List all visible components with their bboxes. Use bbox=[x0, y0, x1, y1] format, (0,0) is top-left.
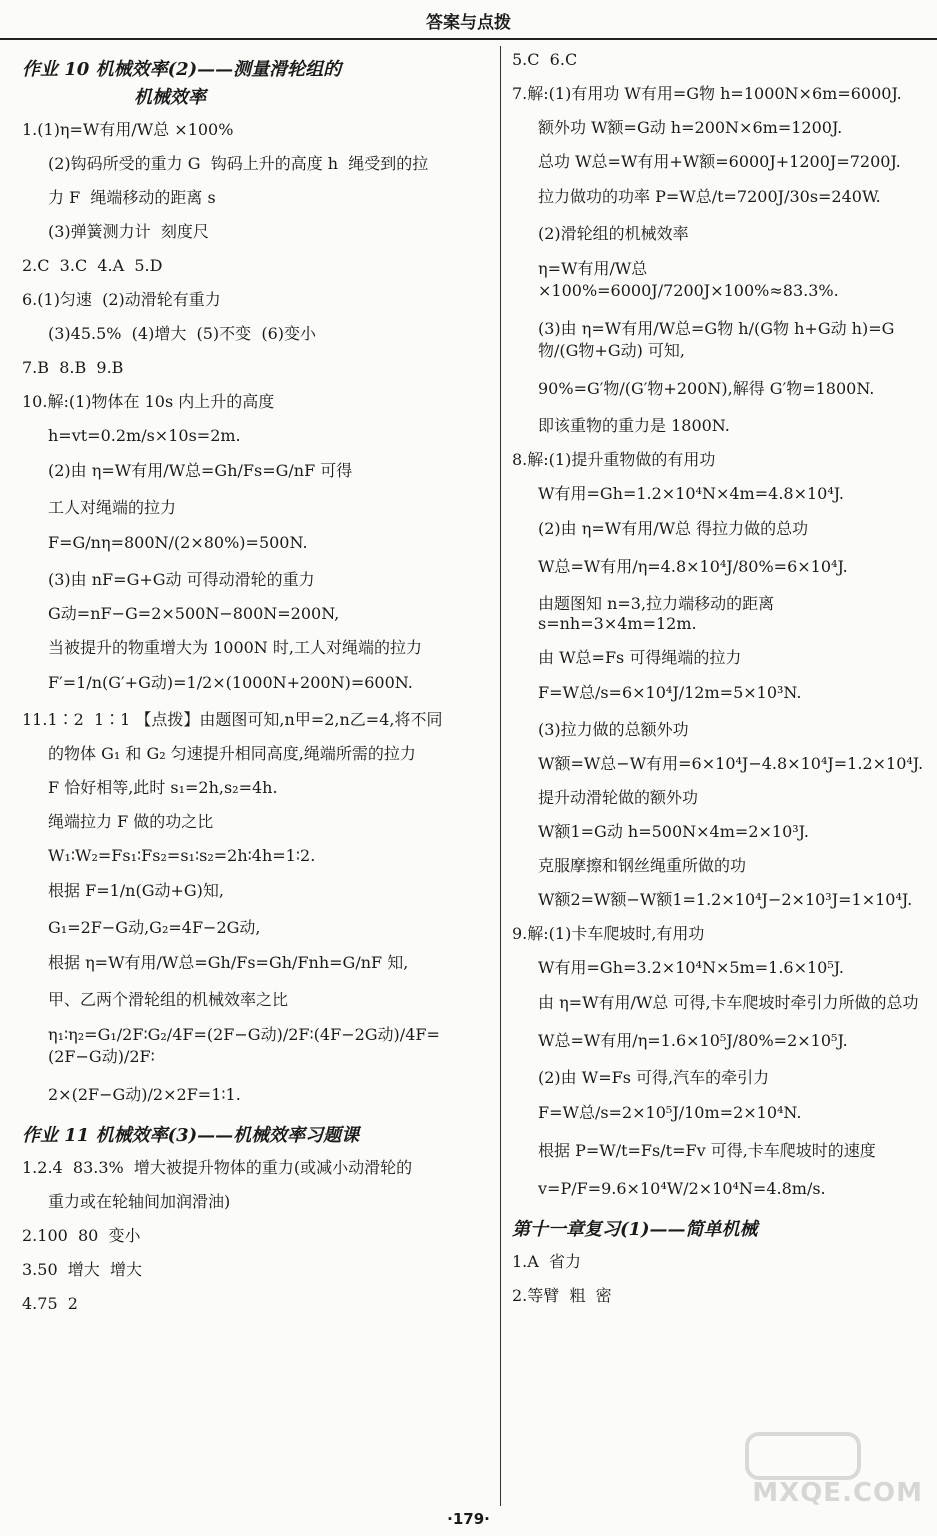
answer-line: 10.解:(1)物体在 10s 内上升的高度 bbox=[22, 392, 275, 411]
section-heading bbox=[22, 1122, 487, 1150]
answer-line: 的物体 G₁ 和 G₂ 匀速提升相同高度,绳端所需的拉力 bbox=[48, 744, 416, 763]
answer-line: (3)拉力做的总额外功 bbox=[538, 720, 689, 739]
answer-line: 1.(1)η=W有用/W总 ×100% bbox=[22, 120, 234, 139]
header-title: 答案与点拨 bbox=[426, 13, 511, 33]
answer-line: F′=1/n(G′+G动)=1/2×(1000N+200N)=600N. bbox=[48, 673, 413, 692]
answer-line: (2)滑轮组的机械效率 bbox=[538, 224, 689, 243]
answer-line: 7.解:(1)有用功 W有用=G物 h=1000N×6m=6000J. bbox=[512, 84, 902, 103]
answer-line: 根据 F=1/n(G动+G)知, bbox=[48, 881, 225, 900]
answer-line: 11.1∶2 1∶1 【点拨】由题图可知,n甲=2,n乙=4,将不同 bbox=[22, 710, 443, 729]
answer-line: (2)由 W=Fs 可得,汽车的牵引力 bbox=[538, 1068, 770, 1087]
answer-line: 8.解:(1)提升重物做的有用功 bbox=[512, 450, 716, 469]
answer-line: 1.A 省力 bbox=[512, 1252, 581, 1271]
answer-line: 由 η=W有用/W总 可得,卡车爬坡时牵引力所做的总功 bbox=[538, 993, 919, 1012]
answer-line: 7.B 8.B 9.B bbox=[22, 358, 124, 377]
answer-line: 4.75 2 bbox=[22, 1294, 78, 1313]
answer-line: F 恰好相等,此时 s₁=2h,s₂=4h. bbox=[48, 778, 278, 797]
answer-line: η₁∶η₂=G₁/2F∶G₂/4F=(2F−G动)/2F∶(4F−2G动)/4F=(2F−G动)/2F∶ bbox=[48, 1025, 440, 1066]
answer-line: 由题图知 n=3,拉力端移动的距离 s=nh=3×4m=12m. bbox=[538, 594, 780, 633]
section-subtitle: 机械效率 bbox=[134, 87, 206, 108]
page-header bbox=[0, 0, 937, 40]
answer-line: F=W总/s=2×10⁵J/10m=2×10⁴N. bbox=[538, 1103, 802, 1122]
answer-line: W总=W有用/η=4.8×10⁴J/80%=6×10⁴J. bbox=[538, 557, 848, 576]
answer-line: 9.解:(1)卡车爬坡时,有用功 bbox=[512, 924, 705, 943]
answer-line: 90%=G′物/(G′物+200N),解得 G′物=1800N. bbox=[538, 379, 875, 398]
answer-line: 克服摩擦和钢丝绳重所做的功 bbox=[538, 856, 747, 875]
column-divider bbox=[500, 46, 501, 1506]
answer-line: (3)由 η=W有用/W总=G物 h/(G物 h+G动 h)=G物/(G物+G动) 可知, bbox=[538, 319, 895, 360]
answer-line: 即该重物的重力是 1800N. bbox=[538, 416, 730, 435]
answer-line: 2.C 3.C 4.A 5.D bbox=[22, 256, 163, 275]
answer-line: η=W有用/W总×100%=6000J/7200J×100%≈83.3%. bbox=[538, 259, 839, 300]
answer-line: 力 F 绳端移动的距离 s bbox=[48, 188, 216, 207]
right-column bbox=[512, 50, 927, 1320]
section-heading bbox=[512, 1216, 927, 1244]
answer-line: (3)弹簧测力计 刻度尺 bbox=[48, 222, 209, 241]
page-number: ·179· bbox=[447, 1510, 490, 1528]
answer-line: v=P/F=9.6×10⁴W/2×10⁴N=4.8m/s. bbox=[538, 1179, 826, 1198]
answer-line: 2.100 80 变小 bbox=[22, 1226, 141, 1245]
left-column bbox=[22, 50, 487, 1328]
section-heading bbox=[22, 56, 487, 112]
answer-line: 根据 P=W/t=Fs/t=Fv 可得,卡车爬坡时的速度 bbox=[538, 1141, 876, 1160]
section-title: 作业 10 机械效率(2)——测量滑轮组的 bbox=[22, 59, 342, 80]
answer-line: F=W总/s=6×10⁴J/12m=5×10³N. bbox=[538, 683, 802, 702]
watermark-icon bbox=[743, 1430, 863, 1482]
answer-line: W有用=Gh=1.2×10⁴N×4m=4.8×10⁴J. bbox=[538, 484, 845, 503]
answer-line: W有用=Gh=3.2×10⁴N×5m=1.6×10⁵J. bbox=[538, 958, 845, 977]
watermark-text: MXQE.COM bbox=[752, 1478, 923, 1508]
answer-line: F=G/nη=800N/(2×80%)=500N. bbox=[48, 533, 308, 552]
answer-line: (3)由 nF=G+G动 可得动滑轮的重力 bbox=[48, 570, 315, 589]
answer-line: G₁=2F−G动,G₂=4F−2G动, bbox=[48, 918, 261, 937]
answer-line: (2)钩码所受的重力 G 钩码上升的高度 h 绳受到的拉 bbox=[48, 154, 429, 173]
answer-line: W额2=W额−W额1=1.2×10⁴J−2×10³J=1×10⁴J. bbox=[538, 890, 913, 909]
answer-line: 2.等臂 粗 密 bbox=[512, 1286, 612, 1305]
answer-line: 拉力做功的功率 P=W总/t=7200J/30s=240W. bbox=[538, 187, 881, 206]
answer-line: 当被提升的物重增大为 1000N 时,工人对绳端的拉力 bbox=[48, 638, 422, 657]
answer-line: 甲、乙两个滑轮组的机械效率之比 bbox=[48, 990, 289, 1009]
answer-line: 总功 W总=W有用+W额=6000J+1200J=7200J. bbox=[538, 152, 901, 171]
answer-line: 6.(1)匀速 (2)动滑轮有重力 bbox=[22, 290, 221, 309]
answer-line: 绳端拉力 F 做的功之比 bbox=[48, 812, 214, 831]
answer-line: W额=W总−W有用=6×10⁴J−4.8×10⁴J=1.2×10⁴J. bbox=[538, 754, 924, 773]
answer-line: 5.C 6.C bbox=[512, 50, 578, 69]
answer-line: 额外功 W额=G动 h=200N×6m=1200J. bbox=[538, 118, 843, 137]
answer-line: 3.50 增大 增大 bbox=[22, 1260, 142, 1279]
answer-line: W总=W有用/η=1.6×10⁵J/80%=2×10⁵J. bbox=[538, 1031, 848, 1050]
answer-line: h=vt=0.2m/s×10s=2m. bbox=[48, 426, 241, 445]
answer-line: 提升动滑轮做的额外功 bbox=[538, 788, 699, 807]
answer-line: 由 W总=Fs 可得绳端的拉力 bbox=[538, 648, 742, 667]
answer-line: 根据 η=W有用/W总=Gh/Fs=Gh/Fnh=G/nF 知, bbox=[48, 953, 409, 972]
answer-line: G动=nF−G=2×500N−800N=200N, bbox=[48, 604, 340, 623]
section-title: 作业 11 机械效率(3)——机械效率习题课 bbox=[22, 1125, 360, 1146]
answer-line: 1.2.4 83.3% 增大被提升物体的重力(或减小动滑轮的 bbox=[22, 1158, 413, 1177]
answer-line: 重力或在轮轴间加润滑油) bbox=[48, 1192, 231, 1211]
answer-line: (2)由 η=W有用/W总=Gh/Fs=G/nF 可得 bbox=[48, 461, 353, 480]
answer-line: 工人对绳端的拉力 bbox=[48, 498, 177, 517]
answer-line: W₁∶W₂=Fs₁∶Fs₂=s₁∶s₂=2h∶4h=1∶2. bbox=[48, 846, 316, 865]
answer-line: (2)由 η=W有用/W总 得拉力做的总功 bbox=[538, 519, 809, 538]
section-title: 第十一章复习(1)——简单机械 bbox=[512, 1219, 758, 1240]
answer-line: 2×(2F−G动)/2×2F=1∶1. bbox=[48, 1085, 241, 1104]
watermark-logo bbox=[743, 1430, 923, 1508]
answer-line: W额1=G动 h=500N×4m=2×10³J. bbox=[538, 822, 809, 841]
answer-line: (3)45.5% (4)增大 (5)不变 (6)变小 bbox=[48, 324, 317, 343]
